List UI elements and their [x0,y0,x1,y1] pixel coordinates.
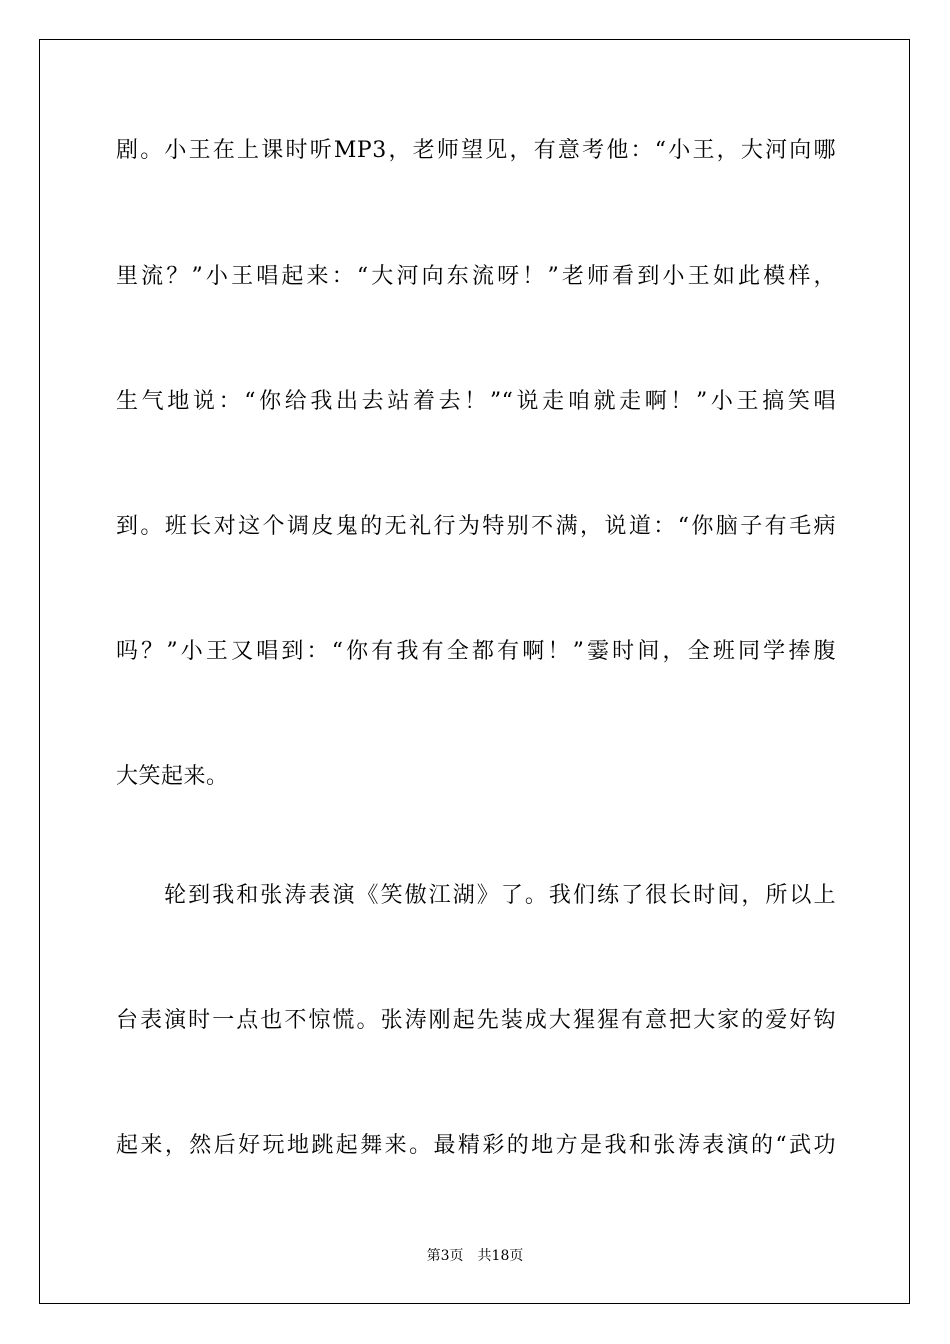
body-text-line: 生气地说：“你给我出去站着去！”“说走咱就走啊！”小王搞笑唱 [116,389,836,414]
page-footer [0,1246,950,1266]
body-text-line: 台表演时一点也不惊慌。张涛刚起先装成大猩猩有意把大家的爱好钩 [116,1008,836,1033]
body-text-line: 起来，然后好玩地跳起舞来。最精彩的地方是我和张涛表演的“武功 [116,1133,836,1158]
body-text-line: 里流？”小王唱起来：“大河向东流呀！”老师看到小王如此模样， [116,264,836,289]
page-total: 共18页 [477,1248,524,1264]
body-text-line: 大笑起来。 [116,764,229,789]
body-text-line: 剧。小王在上课时听MP3，老师望见，有意考他：“小王，大河向哪 [116,138,836,163]
body-text-line: 轮到我和张涛表演《笑傲江湖》了。我们练了很长时间，所以上 [116,883,836,908]
body-text-line: 吗？”小王又唱到：“你有我有全都有啊！”霎时间，全班同学捧腹 [116,639,836,664]
body-text-line: 到。班长对这个调皮鬼的无礼行为特别不满，说道：“你脑子有毛病 [116,514,836,539]
page-number: 第3页 [426,1248,464,1264]
